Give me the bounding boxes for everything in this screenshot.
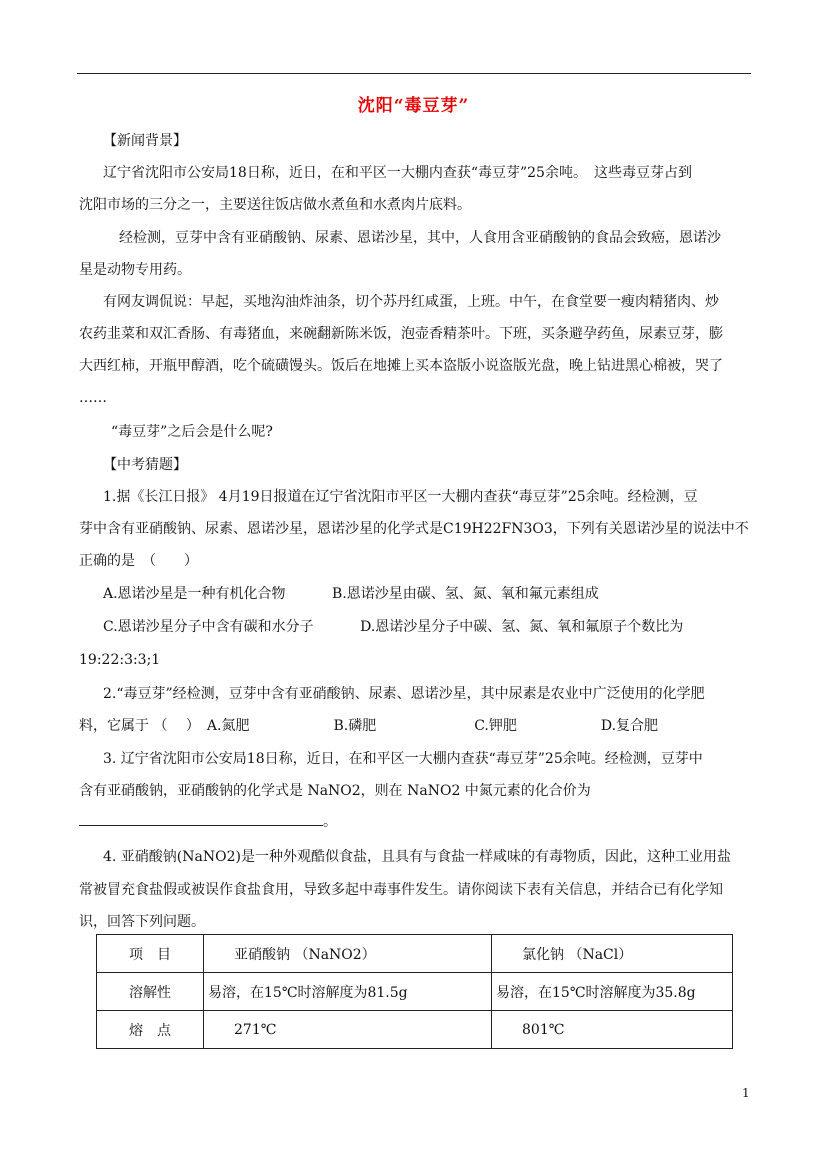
question-line: 识，回答下列问题。 [79, 914, 205, 930]
option-line: C.恩诺沙星分子中含有碳和水分子 D.恩诺沙星分子中碳、氢、氮、氧和氟原子个数比为 [103, 619, 684, 635]
table-row [97, 973, 733, 1011]
option-line: 19:22:3:3;1 [79, 652, 161, 668]
paragraph-line: 沈阳市场的三分之一，主要送往饭店做水煮鱼和水煮肉片底料。 [79, 197, 471, 213]
table-header-cell: 氯化钠 （NaCl） [492, 935, 733, 973]
header-rule [77, 73, 751, 74]
table-cell: 易溶，在15℃时溶解度为35.8g [492, 973, 733, 1011]
question-line: 常被冒充食盐假或被误作食盐食用，导致多起中毒事件发生。请你阅读下表有关信息，并结合已有化学知 [79, 882, 723, 898]
answer-blank [79, 825, 323, 826]
table-header-row [97, 935, 733, 973]
table-header-cell: 项 目 [97, 935, 204, 973]
question-line: 含有亚硝酸钠，亚硝酸钠的化学式是 NaNO2，则在 NaNO2 中氮元素的化合价为 [79, 783, 591, 799]
page-number: 1 [742, 1086, 750, 1100]
paragraph-line: 有网友调侃说：早起，买地沟油炸油条，切个苏丹红咸蛋，上班。中午，在食堂要一瘦肉精猪肉、炒 [103, 294, 719, 310]
question-line: 3. 辽宁省沈阳市公安局18日称，近日，在和平区一大棚内查获“毒豆芽”25余吨。经检测，豆芽中 [103, 751, 703, 767]
paragraph-line: 辽宁省沈阳市公安局18日称，近日，在和平区一大棚内查获“毒豆芽”25余吨。 这些毒豆芽占到 [103, 165, 692, 181]
option-line: A.恩诺沙星是一种有机化合物 B.恩诺沙星由碳、氢、氮、氧和氟元素组成 [103, 586, 599, 602]
paragraph-line: 经检测，豆芽中含有亚硝酸钠、尿素、恩诺沙星，其中，人食用含亚硝酸钠的食品会致癌，恩诺沙 [119, 230, 721, 246]
paragraph-line: 大西红柿，开瓶甲醇酒，吃个硫磺馒头。饭后在地摊上买本盗版小说盗版光盘，晚上钻进黑心棉被，哭了 [79, 358, 723, 374]
table-cell: 溶解性 [97, 973, 204, 1011]
question-line: 料，它属于 （ ） A.氮肥 B.磷肥 C.钾肥 D.复合肥 [79, 718, 659, 734]
paragraph-line: …… [79, 390, 107, 406]
table-cell: 易溶，在15℃时溶解度为81.5g [204, 973, 492, 1011]
question-line: 正确的是 （ ） [79, 553, 198, 569]
paragraph-line: “毒豆芽”之后会是什么呢? [111, 424, 273, 440]
table-header-cell: 亚硝酸钠 （NaNO2） [204, 935, 492, 973]
question-line: 1.据《长江日报》 4月19日报道在辽宁省沈阳市平区一大棚内查获“毒豆芽”25余吨。经检测，豆 [103, 489, 698, 505]
section-heading-news: 【新闻背景】 [103, 133, 187, 149]
table-cell: 801℃ [492, 1011, 733, 1049]
paragraph-line: 农药韭菜和双汇香肠、有毒猪血，来碗翻新陈米饭，泡壶香精茶叶。下班，买条避孕药鱼，尿素豆芽，膨 [79, 326, 723, 342]
question-line: 芽中含有亚硝酸钠、尿素、恩诺沙星，恩诺沙星的化学式是C19H22FN3O3，下列有关恩诺沙星的说法中不 [79, 521, 749, 537]
answer-blank-end: 。 [323, 814, 337, 830]
comparison-table [96, 934, 733, 1049]
table-row [97, 1011, 733, 1049]
section-heading-exam: 【中考猜题】 [103, 457, 187, 473]
question-line: 2.“毒豆芽”经检测，豆芽中含有亚硝酸钠、尿素、恩诺沙星，其中尿素是农业中广泛使用的化学肥 [103, 686, 705, 702]
page-title: 沈阳“毒豆芽” [357, 96, 470, 116]
table-cell: 271℃ [204, 1011, 492, 1049]
table-cell: 熔 点 [97, 1011, 204, 1049]
question-line: 4. 亚硝酸钠(NaNO2)是一种外观酷似食盐，且具有与食盐一样咸味的有毒物质，因此，这种工业用盐 [103, 849, 731, 865]
paragraph-line: 星是动物专用药。 [79, 262, 191, 278]
